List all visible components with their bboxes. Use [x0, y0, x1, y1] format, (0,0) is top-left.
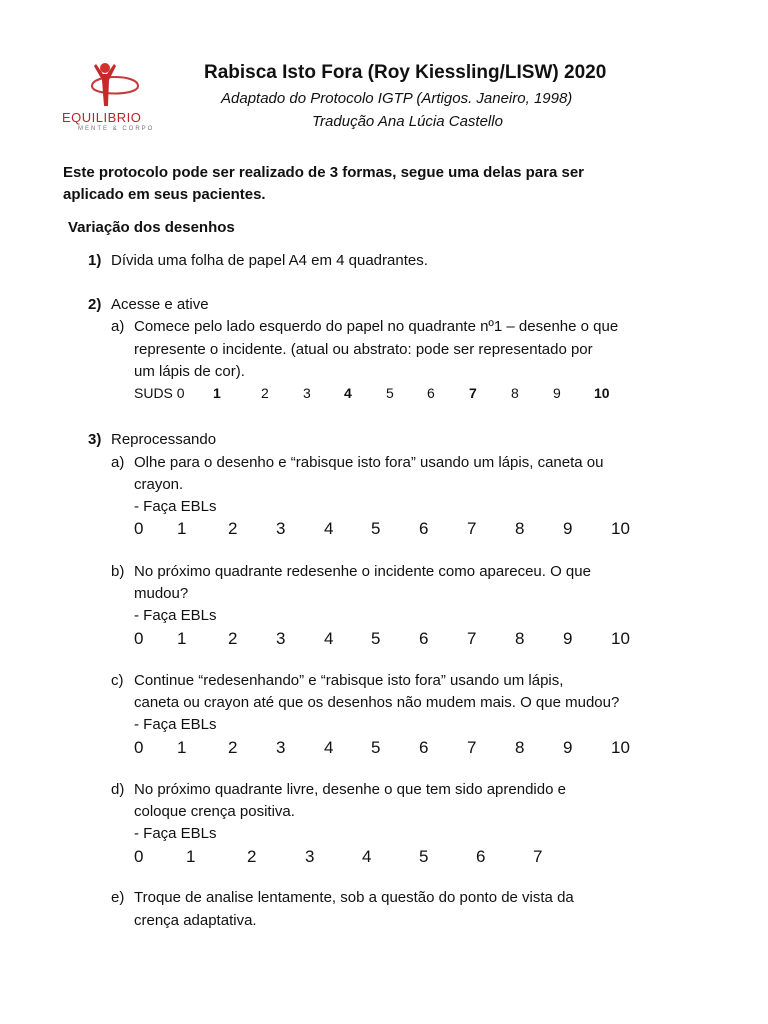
suds-scale: [0, 385, 768, 405]
step3d-line-1: No próximo quadrante livre, desenhe o que tem sido aprendido e: [134, 781, 566, 798]
step2-text: Acesse e ative: [111, 296, 209, 313]
suds-value: 4: [344, 385, 352, 401]
step3a-ebl: - Faça EBLs: [134, 498, 217, 515]
step3c-line-2: caneta ou crayon até que os desenhos não mudem mais. O que mudou?: [134, 694, 620, 711]
scale-value: 6: [419, 738, 429, 757]
scale-value: 8: [515, 629, 525, 648]
scale-value: 8: [515, 519, 525, 538]
scale-value: 3: [305, 847, 315, 866]
step2a-line-1: Comece pelo lado esquerdo do papel no quadrante nº1 – desenhe o que: [134, 318, 619, 335]
scale-value: 3: [276, 738, 286, 757]
suds-value: 2: [261, 385, 269, 401]
scale-value: 0: [134, 738, 144, 757]
step3a-scale: [0, 519, 768, 543]
logo: [62, 58, 160, 132]
step3c-ebl: - Faça EBLs: [134, 716, 217, 733]
step3c-scale: [0, 738, 768, 762]
scale-value: 1: [177, 629, 187, 648]
scale-value: 1: [177, 738, 187, 757]
scale-value: 10: [611, 519, 630, 538]
scale-value: 9: [563, 519, 573, 538]
step3b-line-2: mudou?: [134, 585, 189, 602]
section-title: Variação dos desenhos: [68, 219, 235, 236]
scale-value: 0: [134, 629, 144, 648]
scale-value: 0: [134, 847, 144, 866]
step2a-line-3: um lápis de cor).: [134, 363, 245, 380]
scale-value: 7: [533, 847, 543, 866]
scale-value: 1: [186, 847, 196, 866]
suds-value: 8: [511, 385, 519, 401]
logo-figure-icon: [70, 58, 160, 110]
step3b-letter: b): [111, 563, 125, 580]
scale-value: 4: [324, 629, 334, 648]
step1-text: Dívida uma folha de papel A4 em 4 quadrantes.: [111, 252, 428, 269]
scale-value: 8: [515, 738, 525, 757]
intro-line-2: aplicado em seus pacientes.: [63, 186, 266, 203]
step3a-line-2: crayon.: [134, 476, 184, 493]
scale-value: 2: [228, 519, 238, 538]
step3a-letter: a): [111, 454, 125, 471]
scale-value: 2: [228, 738, 238, 757]
scale-value: 7: [467, 519, 477, 538]
scale-value: 2: [228, 629, 238, 648]
step3-text: Reprocessando: [111, 431, 217, 448]
step3b-ebl: - Faça EBLs: [134, 607, 217, 624]
scale-value: 5: [419, 847, 429, 866]
suds-value: 6: [427, 385, 435, 401]
translation-credit: Tradução Ana Lúcia Castello: [312, 113, 503, 130]
step2a-line-2: represente o incidente. (atual ou abstrato: pode ser representado por: [134, 341, 593, 358]
scale-value: 4: [324, 519, 334, 538]
suds-value: 1: [213, 385, 221, 401]
suds-value: 3: [303, 385, 311, 401]
step3d-ebl: - Faça EBLs: [134, 825, 217, 842]
scale-value: 10: [611, 738, 630, 757]
logo-name: EQUILIBRIO: [62, 110, 142, 125]
scale-value: 6: [419, 519, 429, 538]
scale-value: 5: [371, 519, 381, 538]
suds-value: 7: [469, 385, 477, 401]
step3a-line-1: Olhe para o desenho e “rabisque isto fora” usando um lápis, caneta ou: [134, 454, 604, 471]
scale-value: 4: [362, 847, 372, 866]
scale-value: 7: [467, 738, 477, 757]
step1-number: 1): [88, 252, 102, 269]
step3b-scale: [0, 629, 768, 653]
step2a-letter: a): [111, 318, 125, 335]
suds-label: SUDS 0: [134, 385, 185, 401]
step3c-line-1: Continue “redesenhando” e “rabisque isto fora” usando um lápis,: [134, 672, 564, 689]
step3e-letter: e): [111, 889, 125, 906]
scale-value: 6: [476, 847, 486, 866]
suds-value: 5: [386, 385, 394, 401]
scale-value: 2: [247, 847, 257, 866]
step3e-line-2: crença adaptativa.: [134, 912, 257, 929]
step3d-line-2: coloque crença positiva.: [134, 803, 295, 820]
suds-value: 9: [553, 385, 561, 401]
scale-value: 0: [134, 519, 144, 538]
step3d-scale: [0, 847, 768, 871]
step2-number: 2): [88, 296, 102, 313]
logo-tagline: MENTE & CORPO: [78, 126, 155, 132]
step3-number: 3): [88, 431, 102, 448]
document-subtitle: Adaptado do Protocolo IGTP (Artigos. Janeiro, 1998): [221, 90, 573, 107]
scale-value: 1: [177, 519, 187, 538]
scale-value: 9: [563, 629, 573, 648]
scale-value: 3: [276, 519, 286, 538]
scale-value: 5: [371, 738, 381, 757]
scale-value: 6: [419, 629, 429, 648]
scale-value: 3: [276, 629, 286, 648]
step3b-line-1: No próximo quadrante redesenhe o incidente como apareceu. O que: [134, 563, 591, 580]
step3d-letter: d): [111, 781, 125, 798]
intro-line-1: Este protocolo pode ser realizado de 3 formas, segue uma delas para ser: [63, 164, 585, 181]
document-title: Rabisca Isto Fora (Roy Kiessling/LISW) 2020: [204, 62, 607, 83]
scale-value: 4: [324, 738, 334, 757]
suds-value: 10: [594, 385, 610, 401]
scale-value: 10: [611, 629, 630, 648]
scale-value: 7: [467, 629, 477, 648]
step3e-line-1: Troque de analise lentamente, sob a questão do ponto de vista da: [134, 889, 574, 906]
scale-value: 9: [563, 738, 573, 757]
scale-value: 5: [371, 629, 381, 648]
step3c-letter: c): [111, 672, 124, 689]
